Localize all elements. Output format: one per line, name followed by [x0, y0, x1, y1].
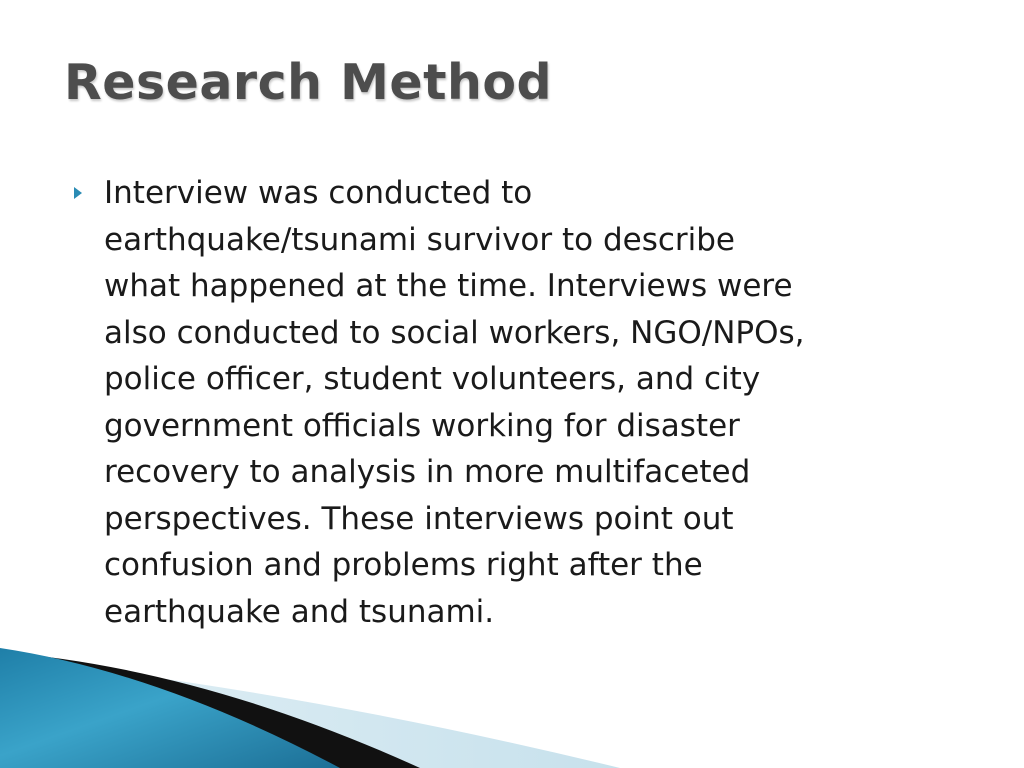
bullet-text-line: recovery to analysis in more multifaceted: [104, 454, 751, 490]
bullet-text-line: earthquake and tsunami.: [104, 593, 495, 630]
bullet-text-line: earthquake/tsunami survivor to describe: [104, 221, 736, 258]
bullet-text-line: also conducted to social workers, NGO/NPOs,: [104, 314, 805, 351]
wave-dark-band: [0, 652, 420, 768]
wave-teal-band: [0, 648, 340, 768]
bullet-text-line: Interview was conducted to: [104, 175, 533, 211]
bullet-text-line: what happened at the time. Interviews were: [104, 268, 793, 304]
wave-light-band: [0, 658, 620, 768]
bullet-text-line: confusion and problems right after the: [104, 547, 703, 583]
bullet-text-line: government officials working for disaster: [104, 407, 740, 444]
right-triangle-bullet-icon: [74, 187, 82, 199]
bullet-text-line: police officer, student volunteers, and city: [104, 361, 761, 397]
bullet-text-line: perspectives. These interviews point out: [104, 500, 734, 537]
slide-title: Research Method: [64, 54, 553, 111]
bullet-list: [74, 170, 974, 635]
bullet-item: [74, 170, 974, 635]
